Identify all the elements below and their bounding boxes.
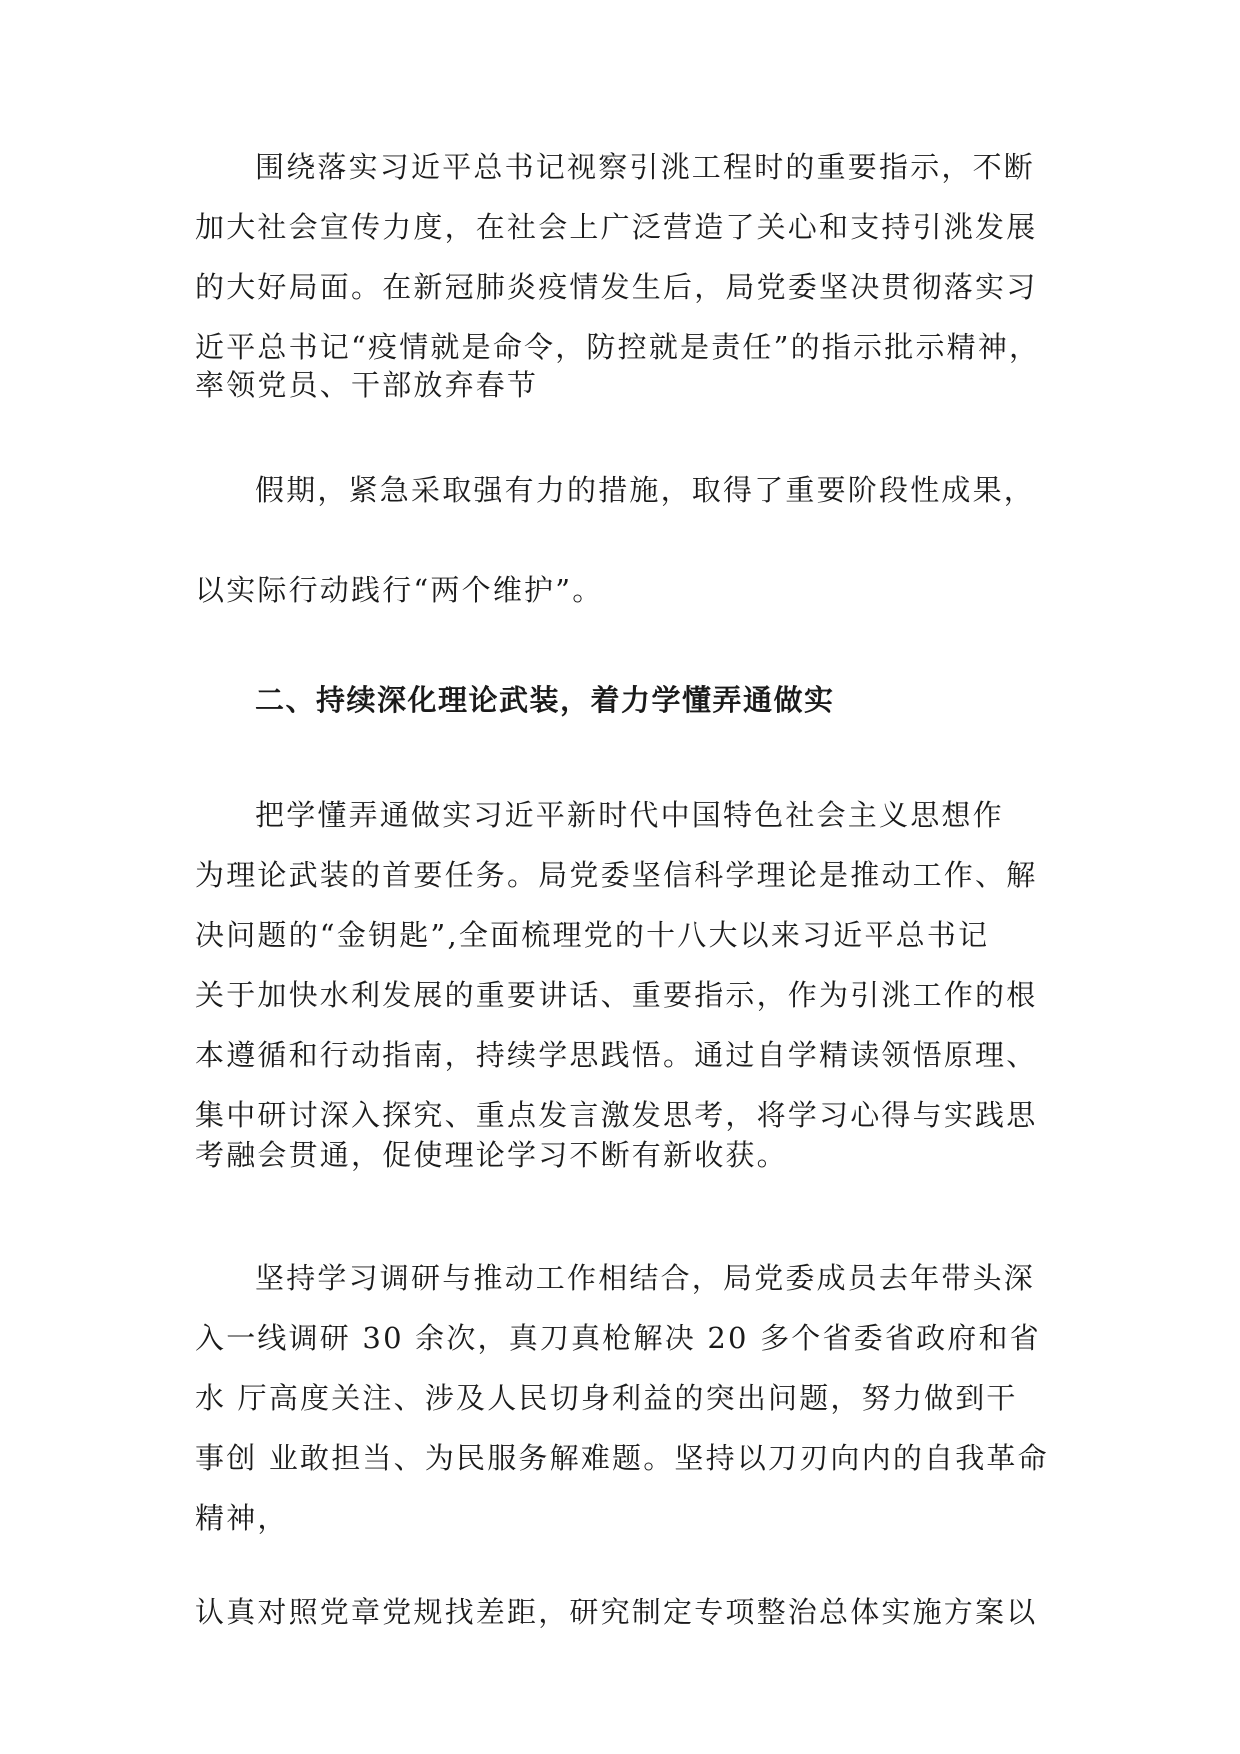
text-line: 集中研讨深入探究、重点发言激发思考，将学习心得与实践思 (195, 1098, 1038, 1132)
text-line: 入一线调研 30 余次，真刀真枪解决 20 多个省委省政府和省 (195, 1321, 1041, 1355)
text-line: 率领党员、干部放弃春节 (195, 368, 539, 402)
text-line: 为理论武装的首要任务。局党委坚信科学理论是推动工作、解 (195, 858, 1038, 892)
text-line: 以实际行动践行“两个维护”。 (195, 573, 604, 607)
paragraph-7 (195, 1248, 1075, 1548)
paragraph-2 (195, 355, 1075, 415)
paragraph-1 (195, 137, 1075, 377)
text-line: 决问题的“金钥匙”,全面梳理党的十八大以来习近平总书记 (195, 918, 990, 952)
text-line: 考融会贯通，促使理论学习不断有新收获。 (195, 1138, 788, 1172)
text-line: 的大好局面。在新冠肺炎疫情发生后，局党委坚决贯彻落实习 (195, 270, 1038, 304)
paragraph-8 (195, 1582, 1075, 1642)
text-line: 围绕落实习近平总书记视察引洮工程时的重要指示，不断 (255, 150, 1036, 184)
text-line: 认真对照党章党规找差距，研究制定专项整治总体实施方案以 (195, 1595, 1038, 1629)
paragraph-4 (195, 560, 1075, 620)
text-line: 假期，紧急采取强有力的措施，取得了重要阶段性成果， (255, 473, 1036, 507)
section-heading: 二、持续深化理论武装，着力学懂弄通做实 (255, 683, 835, 717)
text-line: 本遵循和行动指南，持续学思践悟。通过自学精读领悟原理、 (195, 1038, 1038, 1072)
text-line: 坚持学习调研与推动工作相结合，局党委成员去年带头深 (255, 1261, 1036, 1295)
paragraph-6 (195, 1125, 1075, 1185)
text-line: 关于加快水利发展的重要讲话、重要指示，作为引洮工作的根 (195, 978, 1038, 1012)
text-line: 把学懂弄通做实习近平新时代中国特色社会主义思想作 (255, 798, 1004, 832)
text-line: 精神， (195, 1501, 289, 1535)
paragraph-3 (195, 460, 1075, 520)
text-line: 水 厅高度关注、涉及人民切身利益的突出问题，努力做到干 (195, 1381, 1018, 1415)
text-line: 事创 业敢担当、为民服务解难题。坚持以刀刃向内的自我革命 (195, 1441, 1049, 1475)
paragraph-5 (195, 785, 1075, 1145)
text-line: 近平总书记“疫情就是命令，防控就是责任”的指示批示精神， (195, 330, 1041, 364)
text-line: 加大社会宣传力度，在社会上广泛营造了关心和支持引洮发展 (195, 210, 1038, 244)
